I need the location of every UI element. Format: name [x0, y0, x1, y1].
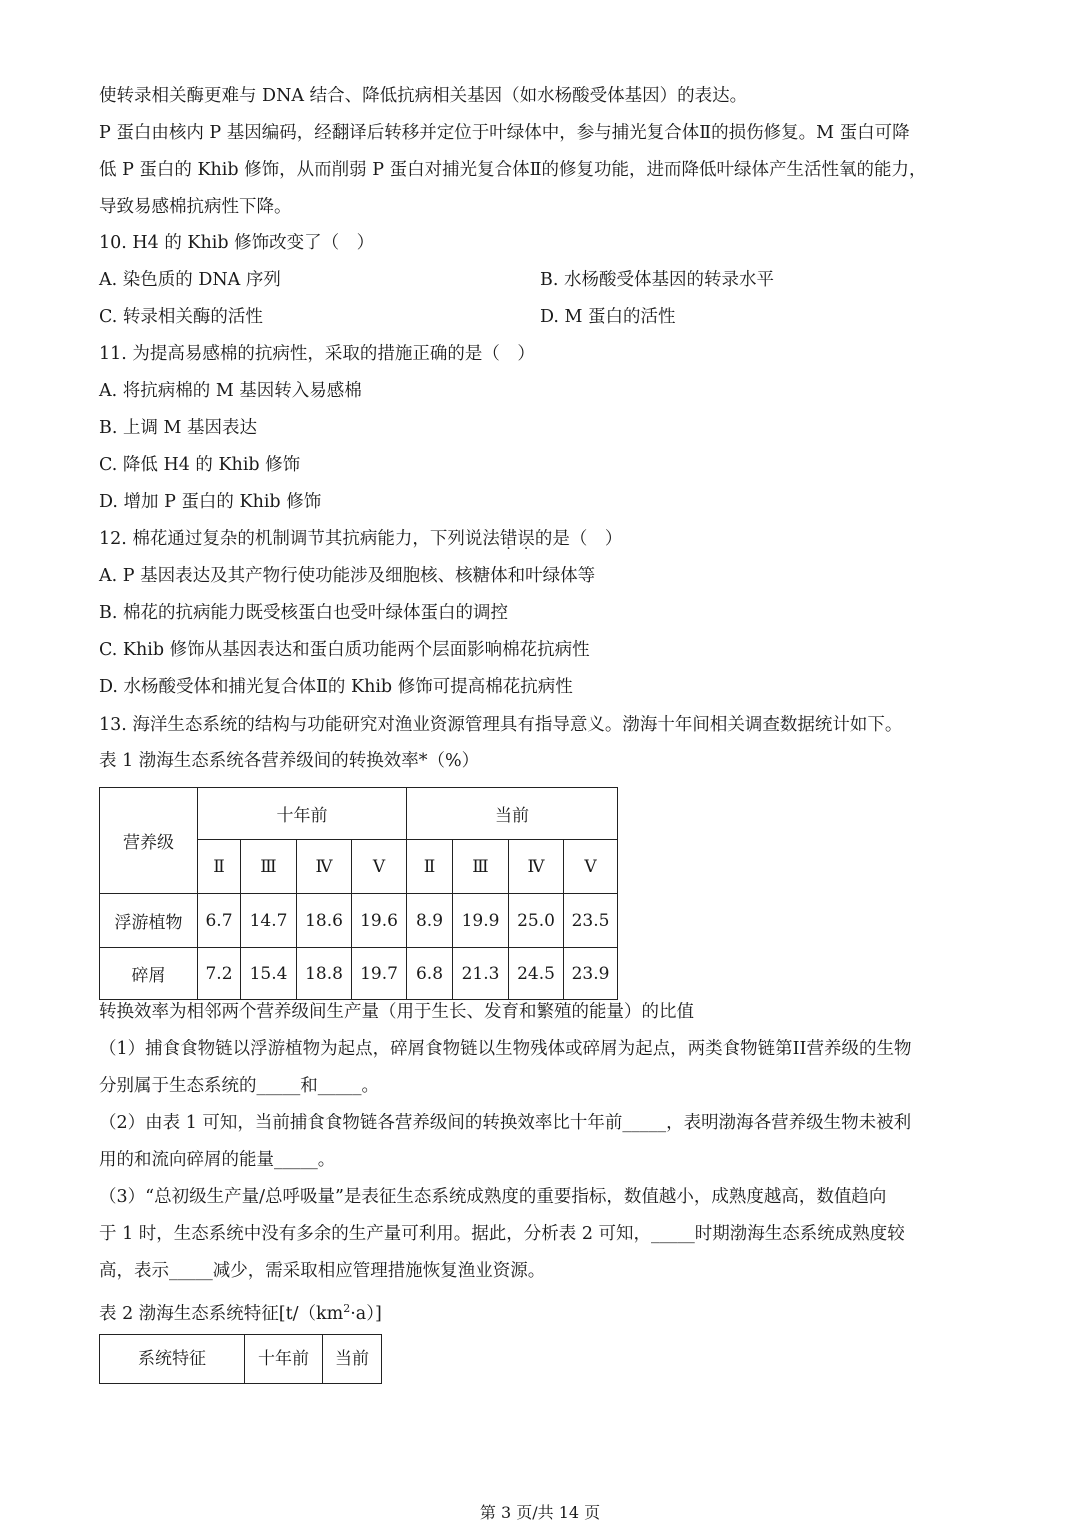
table1-level: Ⅲ	[241, 840, 297, 894]
table1-level: Ⅳ	[297, 840, 352, 894]
q12-option-d: D. 水杨酸受体和捕光复合体Ⅱ的 Khib 修饰可提高棉花抗病性	[99, 677, 573, 697]
q13-sub1-line: （1）捕食食物链以浮游植物为起点，碎屑食物链以生物残体或碎屑为起点，两类食物链第II营养级的生物	[99, 1039, 912, 1059]
q13-sub2-line: 用的和流向碎屑的能量_____。	[99, 1150, 336, 1170]
q11-option-b: B. 上调 M 基因表达	[99, 418, 258, 438]
q10-option-a: A. 染色质的 DNA 序列	[99, 270, 281, 290]
q11-option-c: C. 降低 H4 的 Khib 修饰	[99, 455, 301, 475]
table1-cell: 21.3	[453, 948, 509, 1000]
table1-group-now: 当前	[407, 788, 618, 840]
table2-title-sup: 2	[343, 1302, 351, 1315]
q12-option-c: C. Khib 修饰从基因表达和蛋白质功能两个层面影响棉花抗病性	[99, 640, 590, 660]
table2-title-text: ·a）]	[350, 1303, 382, 1324]
q10-option-b: B. 水杨酸受体基因的转录水平	[540, 270, 774, 290]
table1-cell: 24.5	[509, 948, 564, 1000]
q12-stem-post: 的是（ ）	[534, 529, 623, 549]
table1-cell: 8.9	[407, 894, 453, 948]
page-footer: 第 3 页/共 14 页	[479, 1503, 601, 1522]
table1-title: 表 1 渤海生态系统各营养级间的转换效率*（%）	[99, 751, 480, 771]
question-12-stem	[99, 527, 622, 551]
table-row	[100, 948, 618, 1000]
q13-sub1-line: 分别属于生态系统的_____和_____。	[99, 1076, 379, 1096]
q12-option-b: B. 棉花的抗病能力既受核蛋白也受叶绿体蛋白的调控	[99, 603, 508, 623]
table1-cell: 23.5	[564, 894, 618, 948]
table2-header: 系统特征	[100, 1335, 245, 1384]
table1-cell: 6.8	[407, 948, 453, 1000]
q10-option-c: C. 转录相关酶的活性	[99, 307, 263, 327]
table2-header: 当前	[323, 1335, 382, 1384]
table1-cell: 25.0	[509, 894, 564, 948]
emphasis-char: 错	[499, 529, 518, 549]
emphasis-char: 误	[517, 529, 535, 549]
question-13-stem: 13. 海洋生态系统的结构与功能研究对渔业资源管理具有指导意义。渤海十年间相关调查数据统计如下。	[99, 715, 903, 735]
table1-level: Ⅴ	[352, 840, 407, 894]
table1-level: Ⅱ	[407, 840, 453, 894]
table1-cell: 19.7	[352, 948, 407, 1000]
table1-cell: 7.2	[198, 948, 241, 1000]
q13-sub2-line: （2）由表 1 可知，当前捕食食物链各营养级间的转换效率比十年前_____，表明渤海各营养级生物未被利	[99, 1113, 912, 1133]
q13-sub3-line: 高，表示_____减少，需采取相应管理措施恢复渔业资源。	[99, 1261, 546, 1281]
table1-cell: 18.8	[297, 948, 352, 1000]
table-1	[99, 787, 618, 1000]
table1-row-label: 浮游植物	[100, 894, 198, 948]
q13-sub3-line: 于 1 时，生态系统中没有多余的生产量可利用。据此，分析表 2 可知，_____时期渤海生态系统成熟度较	[99, 1224, 905, 1244]
q11-option-d: D. 增加 P 蛋白的 Khib 修饰	[99, 492, 322, 512]
table1-cell: 6.7	[198, 894, 241, 948]
table1-level: Ⅱ	[198, 840, 241, 894]
question-11-stem: 11. 为提高易感棉的抗病性，采取的措施正确的是（ ）	[99, 344, 535, 364]
table1-level: Ⅴ	[564, 840, 618, 894]
table1-cell: 14.7	[241, 894, 297, 948]
q11-option-a: A. 将抗病棉的 M 基因转入易感棉	[99, 381, 362, 401]
table-row	[100, 894, 618, 948]
table2-title-text: 表 2 渤海生态系统特征[t/（km	[99, 1303, 344, 1324]
table-2	[99, 1334, 382, 1384]
table2-title	[99, 1297, 382, 1326]
q13-sub3-line: （3）“总初级生产量/总呼吸量”是表征生态系统成熟度的重要指标，数值越小，成熟度越高，数值趋向	[99, 1187, 887, 1207]
table1-level: Ⅳ	[509, 840, 564, 894]
table2-header: 十年前	[245, 1335, 323, 1384]
table1-row-label: 碎屑	[100, 948, 198, 1000]
q12-option-a: A. P 基因表达及其产物行使功能涉及细胞核、核糖体和叶绿体等	[99, 566, 596, 586]
q10-option-d: D. M 蛋白的活性	[540, 307, 676, 327]
table1-note: 转换效率为相邻两个营养级间生产量（用于生长、发育和繁殖的能量）的比值	[99, 1002, 694, 1022]
table1-corner: 营养级	[100, 788, 198, 894]
table1-cell: 18.6	[297, 894, 352, 948]
paragraph-line: 低 P 蛋白的 Khib 修饰，从而削弱 P 蛋白对捕光复合体Ⅱ的修复功能，进而降低叶绿体产生活性氧的能力，	[99, 160, 927, 180]
q12-stem-pre: 12. 棉花通过复杂的机制调节其抗病能力，下列说法	[99, 529, 500, 549]
paragraph-line: 使转录相关酶更难与 DNA 结合、降低抗病相关基因（如水杨酸受体基因）的表达。	[99, 86, 748, 106]
question-10-stem: 10. H4 的 Khib 修饰改变了（ ）	[99, 233, 375, 253]
table1-cell: 23.9	[564, 948, 618, 1000]
table1-cell: 15.4	[241, 948, 297, 1000]
table1-cell: 19.6	[352, 894, 407, 948]
paragraph-line: P 蛋白由核内 P 基因编码，经翻译后转移并定位于叶绿体中，参与捕光复合体Ⅱ的损伤修复。M 蛋白可降	[99, 123, 910, 143]
table1-cell: 19.9	[453, 894, 509, 948]
table1-group-before: 十年前	[198, 788, 407, 840]
paragraph-line: 导致易感棉抗病性下降。	[99, 197, 292, 217]
table1-level: Ⅲ	[453, 840, 509, 894]
